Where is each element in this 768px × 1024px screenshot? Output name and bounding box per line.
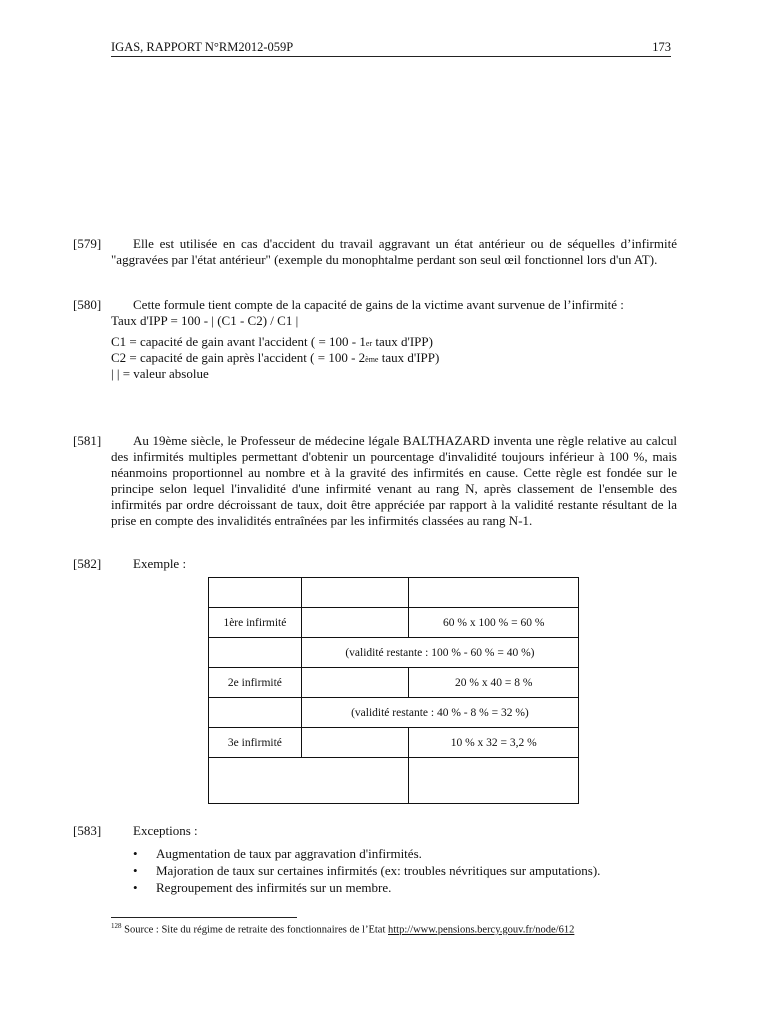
third-infirmity-label: 3e infirmité: [209, 728, 302, 758]
paragraph-581: Au 19ème siècle, le Professeur de médecine légale BALTHAZARD inventa une règle relative au calcul des infirmités multiples permettant d'obtenir un pourcentage d'invalidité toujours inférieur à 100 %, mais néanmoins proportionnel au nombre et à la gravité des infirmités en cause. Cette règle est fondée sur le principe selon lequel l'invalidité d'une infirmité venant au rang N, après classement de l'ensemble des infirmités par ordre décroissant de taux, doit être appréciée par rapport à la validité restante résultant de la prise en compte des invalidités entraînées par les infirmités classées au rang N-1.: [111, 433, 677, 528]
second-infirmity-label: 2e infirmité: [209, 668, 302, 698]
footnote: $^{128}$ Source : Site du régime de retraite des fonctionnaires de l’Etat http://www.pensions.bercy.gouv.fr/node/612: [111, 922, 575, 936]
first-infirmity-calc: 60 % x 100 % = 60 %: [409, 608, 579, 638]
list-item: • Regroupement des infirmités sur un membre.: [133, 880, 392, 895]
paragraph-number-583: [583]: [73, 823, 102, 838]
remaining-validity-1: (validité restante : 100 % - 60 % = 40 %): [301, 638, 578, 668]
paragraph-579: Elle est utilisée en cas d'accident du travail aggravant un état antérieur ou de séquelles d’infirmité "aggravées par l'état antérieur" (exemple du monophtalme perdant son seul œil fonctionnel lors d'un AT).: [111, 236, 677, 267]
exceptions-list: [133, 845, 600, 896]
balthazard-example-table: [208, 577, 579, 804]
page-header: [111, 40, 671, 57]
first-infirmity-label: 1ère infirmité: [209, 608, 302, 638]
page-number: 173: [652, 40, 671, 54]
footnote-separator: [111, 917, 297, 918]
exceptions-label: Exceptions :: [133, 823, 198, 838]
c1-definition: C1 = capacité de gain avant l'accident ( = 100 - 1er taux d'IPP): [111, 334, 433, 349]
paragraph-number-579: [579]: [73, 236, 102, 251]
absolute-value-definition: | | = valeur absolue: [111, 366, 209, 381]
bullet-icon: •: [133, 863, 138, 878]
list-item: • Augmentation de taux par aggravation d'infirmités.: [133, 846, 422, 861]
remaining-validity-2: (validité restante : 40 % - 8 % = 32 %): [301, 698, 578, 728]
footnote-link[interactable]: http://www.pensions.bercy.gouv.fr/node/612: [388, 924, 575, 936]
table-row: [209, 758, 579, 804]
footnote-number: 128: [111, 922, 122, 930]
table-row: [209, 608, 579, 638]
ipp-formula: Taux d'IPP = 100 - | (C1 - C2) / C1 |: [111, 313, 299, 328]
third-infirmity-calc: 10 % x 32 = 3,2 %: [409, 728, 579, 758]
table-row: [209, 578, 579, 608]
paragraph-number-581: [581]: [73, 433, 102, 448]
table-row: [209, 668, 579, 698]
report-title: IGAS, RAPPORT N°RM2012-059P: [111, 40, 294, 54]
list-item: • Majoration de taux sur certaines infirmités (ex: troubles névritiques sur amputations).: [133, 863, 601, 878]
example-label: Exemple :: [133, 556, 187, 571]
bullet-icon: •: [133, 846, 138, 861]
bullet-icon: •: [133, 880, 138, 895]
table-row: [209, 638, 579, 668]
table-row: [209, 728, 579, 758]
c2-definition: C2 = capacité de gain après l'accident ( = 100 - 2ème taux d'IPP): [111, 350, 440, 365]
second-infirmity-calc: 20 % x 40 = 8 %: [409, 668, 579, 698]
table-row: [209, 698, 579, 728]
paragraph-580: Cette formule tient compte de la capacité de gains de la victime avant survenue de l’infirmité :: [133, 297, 624, 312]
paragraph-number-582: [582]: [73, 556, 102, 571]
paragraph-number-580: [580]: [73, 297, 102, 312]
